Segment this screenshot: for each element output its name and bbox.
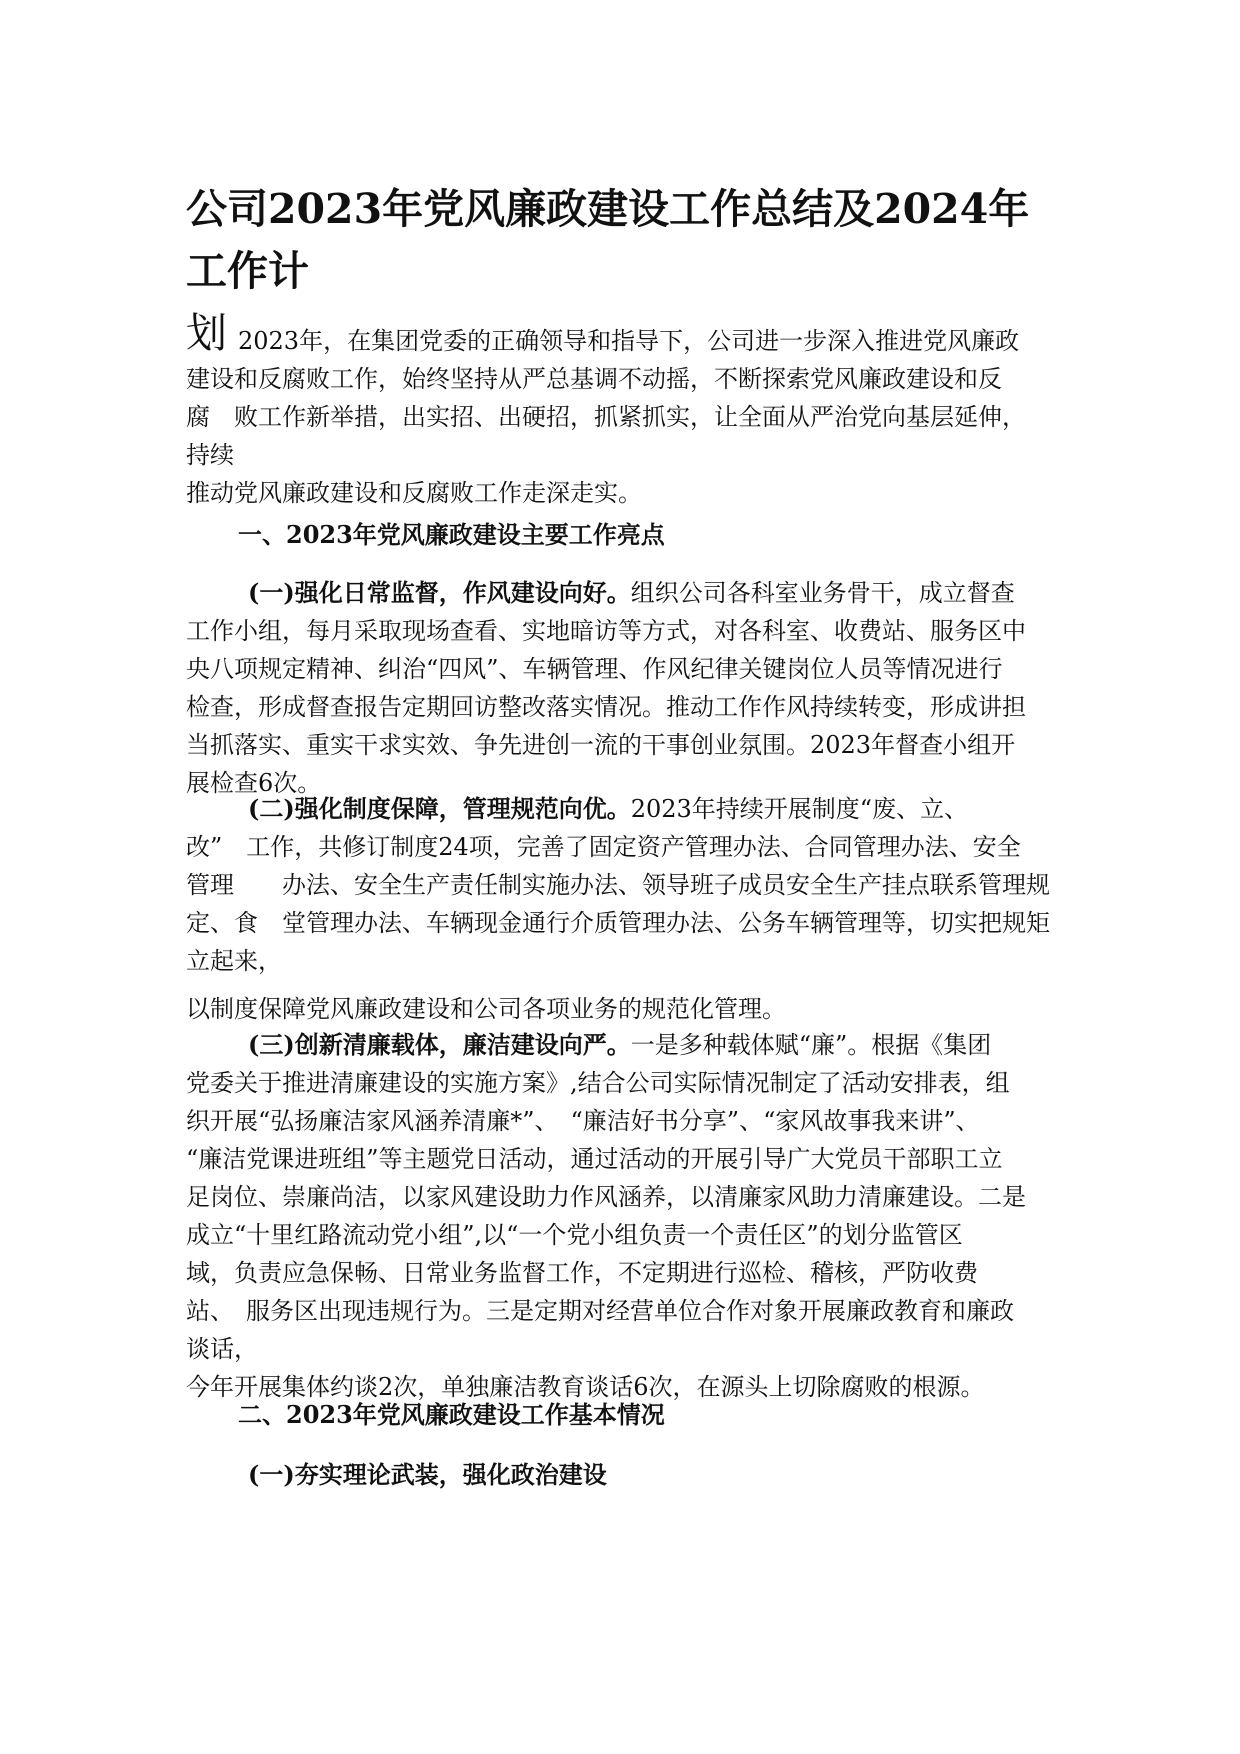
item-1-first-line bbox=[186, 574, 1056, 612]
intro-line: 腐 败工作新举措，出实招、出硬招，抓紧抓实，让全面从严治党向基层延伸， bbox=[186, 403, 1026, 431]
item-1-line: 央八项规定精神、纠治“四风”、车辆管理、作风纪律关键岗位人员等情况进行 bbox=[186, 655, 1003, 683]
title-line-1: 公司2023年党风廉政建设工作总结及2024年工作计 bbox=[186, 185, 1030, 295]
intro-line: 持续 bbox=[186, 441, 234, 469]
intro-line: 推动党风廉政建设和反腐败工作走深走实。 bbox=[186, 479, 642, 507]
item-3-line: 今年开展集体约谈2次，单独廉洁教育谈话6次，在源头上切除腐败的根源。 bbox=[186, 1373, 985, 1401]
title-line-2: 划 bbox=[186, 309, 227, 357]
item-2-line: 改” 工作，共修订制度24项，完善了固定资产管理办法、合同管理办法、安全 bbox=[186, 833, 1021, 861]
item-1-lead: (一)强化日常监督，作风建设向好。 bbox=[248, 578, 631, 607]
item-3-line: 域，负责应急保畅、日常业务监督工作，不定期进行巡检、稽核，严防收费 bbox=[186, 1259, 978, 1287]
item-3-line: 织开展“弘扬廉洁家风涵养清廉*”、 “廉洁好书分享”、“家风故事我来讲”、 bbox=[186, 1107, 980, 1135]
item-3-line: “廉洁党课进班组”等主题党日活动，通过活动的开展引导广大党员干部职工立 bbox=[186, 1145, 1003, 1173]
item-1-first-rest: 组织公司各科室业务骨干，成立督查 bbox=[630, 579, 1015, 607]
item-1-line: 检查，形成督查报告定期回访整改落实情况。推动工作作风持续转变，形成讲担 bbox=[186, 693, 1026, 721]
item-3-line: 谈话， bbox=[186, 1335, 258, 1363]
intro-line: 2023年，在集团党委的正确领导和指导下，公司进一步深入推进党风廉政 bbox=[238, 327, 1020, 355]
section-1-heading: 一、2023年党风廉政建设主要工作亮点 bbox=[238, 520, 665, 549]
item-3-first-line bbox=[186, 1026, 1056, 1064]
item-3-line: 党委关于推进清廉建设的实施方案》,结合公司实际情况制定了活动安排表，组 bbox=[186, 1069, 1010, 1097]
intro-line: 建设和反腐败工作，始终坚持从严总基调不动摇，不断探索党风廉政建设和反 bbox=[186, 365, 1002, 393]
item-1-line: 展检查6次。 bbox=[186, 769, 322, 797]
item-3-line: 站、 服务区出现违规行为。三是定期对经营单位合作对象开展廉政教育和廉政 bbox=[186, 1297, 1014, 1325]
item-2-line: 立起来， bbox=[186, 947, 282, 975]
item-2-first-rest: 2023年持续开展制度“废、立、 bbox=[630, 795, 969, 823]
item-3-line: 成立“十里红路流动党小组”,以“一个党小组负责一个责任区”的划分监管区 bbox=[186, 1221, 963, 1249]
item-1-line: 工作小组，每月采取现场查看、实地暗访等方式，对各科室、收费站、服务区中 bbox=[186, 617, 1026, 645]
section-2-heading: 二、2023年党风廉政建设工作基本情况 bbox=[238, 1400, 665, 1429]
item-2-line: 管理 办法、安全生产责任制实施办法、领导班子成员安全生产挂点联系管理规 bbox=[186, 871, 1050, 899]
section-2-sub-heading-1: (一)夯实理论武装，强化政治建设 bbox=[248, 1460, 607, 1489]
item-3-first-rest: 一是多种载体赋“廉”。根据《集团 bbox=[630, 1031, 992, 1059]
item-2-paragraph bbox=[186, 790, 1056, 1028]
item-3-lead: (三)创新清廉载体，廉洁建设向严。 bbox=[248, 1030, 631, 1059]
item-2-line: 以制度保障党风廉政建设和公司各项业务的规范化管理。 bbox=[186, 995, 786, 1023]
item-1-line: 当抓落实、重实干求实效、争先进创一流的干事创业氛围。2023年督查小组开 bbox=[186, 731, 1016, 759]
item-1-paragraph bbox=[186, 574, 1056, 802]
item-2-line: 定、食 堂管理办法、车辆现金通行介质管理办法、公务车辆管理等，切实把规矩 bbox=[186, 909, 1050, 937]
item-2-first-line bbox=[186, 790, 1056, 828]
item-3-line: 足岗位、崇廉尚洁，以家风建设助力作风涵养，以清廉家风助力清廉建设。二是 bbox=[186, 1183, 1026, 1211]
item-3-paragraph bbox=[186, 1026, 1056, 1406]
intro-paragraph bbox=[186, 322, 1056, 512]
item-2-lead: (二)强化制度保障，管理规范向优。 bbox=[248, 794, 631, 823]
